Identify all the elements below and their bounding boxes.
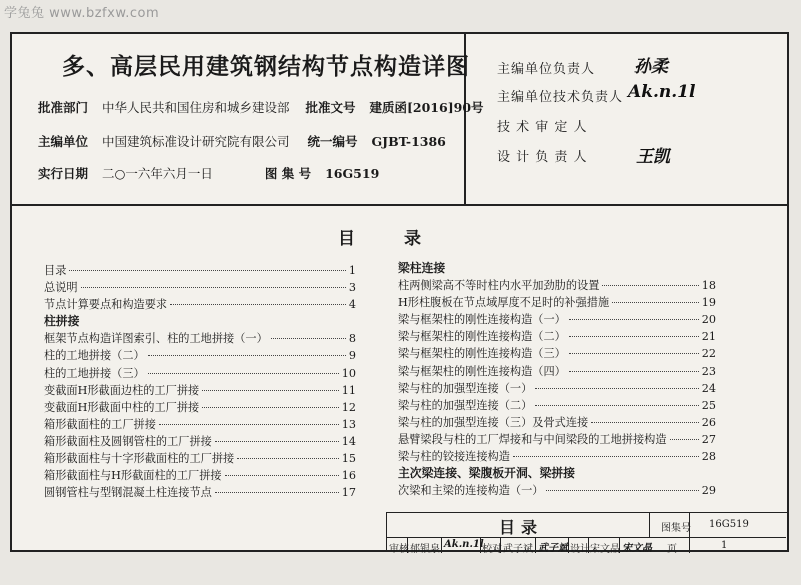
toc-entry-title: 圆钢管柱与型钢混凝土柱连接节点 [44, 486, 212, 500]
toc-entry[interactable] [44, 279, 356, 296]
toc-entry[interactable] [398, 328, 716, 345]
toc-entry-title: 梁与柱的加强型连接（二） [398, 398, 533, 412]
toc-dot-leader [535, 388, 699, 389]
toc-dot-leader [513, 456, 699, 457]
toc-dot-leader [271, 338, 346, 339]
toc-dot-leader [81, 287, 346, 288]
approval-doc: 建质函[2016]90号 [369, 100, 484, 115]
editor-row [38, 132, 446, 150]
toc-entry-page: 22 [701, 347, 716, 361]
title-block [386, 512, 787, 555]
unified-no-label: 统一编号 [307, 134, 358, 149]
toc-entry-page: 8 [348, 332, 356, 346]
approval-dept-label: 批准部门 [38, 100, 89, 115]
title-block-review-label: 审核 [389, 544, 409, 555]
toc-entry[interactable] [398, 431, 716, 448]
toc-entry-title: 悬臂梁段与柱的工厂焊接和与中间梁段的工地拼接构造 [398, 432, 667, 446]
toc-dot-leader [602, 285, 699, 286]
role-tech-head: 主编单位技术负责人 [497, 90, 624, 105]
approval-row [38, 98, 484, 116]
toc-entry[interactable] [44, 296, 356, 313]
toc-entry[interactable] [398, 482, 716, 499]
toc-entry-title: 变截面H形截面中柱的工厂拼接 [44, 400, 200, 414]
toc-dot-leader [546, 490, 699, 491]
toc-entry[interactable] [398, 414, 716, 431]
toc-entry-title: 梁与柱的加强型连接（一） [398, 381, 533, 395]
title-block-reviewer: 郁银泉 [410, 544, 440, 555]
toc-entry-title: 箱形截面柱及圆钢管柱的工厂拼接 [44, 434, 212, 448]
toc-entry-page: 19 [701, 296, 716, 310]
toc-entry[interactable] [44, 484, 356, 501]
date-row [38, 164, 379, 182]
toc-entry[interactable] [44, 416, 356, 433]
toc-entry-page: 23 [701, 364, 716, 378]
toc-entry-title: 梁与柱的加强型连接（三）及骨式连接 [398, 415, 589, 429]
approval-doc-label: 批准文号 [305, 100, 356, 115]
toc-dot-leader [612, 302, 699, 303]
toc-dot-leader [215, 492, 339, 493]
toc-entry-page: 15 [341, 452, 356, 466]
toc-entry[interactable] [398, 345, 716, 362]
unified-no: GJBT-1386 [371, 134, 446, 149]
toc-dot-leader [69, 270, 346, 271]
toc-dot-leader [148, 373, 339, 374]
toc-dot-leader [148, 355, 346, 356]
toc-entry-page: 27 [701, 432, 716, 446]
toc-entry-page: 18 [701, 279, 716, 293]
role-design-head: 设 计 负 责 人 [497, 150, 588, 165]
atlas-no: 16G519 [325, 166, 380, 181]
toc-entry-page: 24 [701, 381, 716, 395]
impl-date-label: 实行日期 [38, 166, 89, 181]
toc-entry-page: 14 [341, 434, 356, 448]
toc-heading-left: 目 [338, 229, 355, 249]
toc-entry[interactable] [44, 450, 356, 467]
toc-entry-title: 节点计算要点和构造要求 [44, 298, 168, 312]
toc-entry-page: 12 [341, 400, 356, 414]
toc-entry-page: 28 [701, 450, 716, 464]
toc-entry-page: 26 [701, 415, 716, 429]
toc-entry-title: 总说明 [44, 281, 78, 295]
header-horizontal-divider [12, 204, 787, 206]
toc-entry-page: 17 [341, 486, 356, 500]
toc-entry-page: 25 [701, 398, 716, 412]
toc-entry[interactable] [398, 311, 716, 328]
title-block-designer: 宋文晶 [590, 544, 620, 555]
toc-entry-page: 10 [341, 366, 356, 380]
toc-entry-page: 4 [348, 298, 356, 312]
toc-entry[interactable] [44, 433, 356, 450]
toc-entry-page: 21 [701, 330, 716, 344]
title-block-page-label: 页 [667, 544, 677, 555]
toc-entry-title: 柱的工地拼接（二） [44, 349, 145, 363]
toc-entry[interactable] [398, 363, 716, 380]
toc-dot-leader [569, 319, 699, 320]
title-block-design-signature: 宋文晶 [622, 543, 652, 554]
title-block-check-signature: 武子斌 [538, 543, 568, 554]
toc-dot-leader [670, 439, 699, 440]
toc-dot-leader [237, 458, 339, 459]
title-block-check-label: 校对 [482, 544, 502, 555]
toc-entry-page: 16 [341, 469, 356, 483]
toc-heading-right: 录 [404, 229, 421, 249]
toc-entry[interactable] [44, 330, 356, 347]
toc-dot-leader [569, 371, 699, 372]
toc-entry[interactable] [398, 397, 716, 414]
toc-entry-page: 1 [348, 264, 356, 277]
toc-entry[interactable] [398, 448, 716, 465]
toc-entry-page: 20 [701, 313, 716, 327]
title-block-design-label: 设计 [570, 544, 590, 555]
toc-entry-title: 目录 [44, 264, 67, 277]
toc-dot-leader [591, 422, 699, 423]
toc-entry-title: 梁与框架柱的刚性连接构造（四） [398, 364, 566, 378]
site-watermark: 学兔兔 www.bzfxw.com [4, 6, 160, 21]
signature-design-head: 王凯 [636, 147, 670, 167]
impl-date: 二○一六年六月一日 [102, 166, 213, 181]
toc-entry[interactable] [44, 365, 356, 382]
toc-section-heading: 梁柱连接 [398, 261, 446, 275]
toc-right-column [398, 260, 716, 499]
title-block-checker: 武子斌 [503, 544, 533, 555]
role-chief-unit: 主编单位负责人 [497, 62, 596, 77]
toc-section-heading: 柱拼接 [44, 314, 80, 329]
toc-dot-leader [215, 441, 339, 442]
editor-unit-label: 主编单位 [38, 134, 89, 149]
toc-entry-page: 29 [701, 484, 716, 498]
toc-entry-page: 13 [341, 417, 356, 431]
toc-entry[interactable] [44, 262, 356, 279]
title-block-atlas-no: 16G519 [709, 519, 749, 530]
signature-tech-head: Ak.n.1l [628, 82, 696, 102]
toc-entry-page: 3 [348, 281, 356, 295]
toc-dot-leader [202, 407, 339, 408]
toc-entry-title: 梁与框架柱的刚性连接构造（二） [398, 330, 566, 344]
toc-entry-title: 次梁和主梁的连接构造（一） [398, 484, 544, 498]
toc-entry-title: 梁与柱的铰接连接构造 [398, 450, 510, 464]
toc-entry[interactable] [398, 380, 716, 397]
toc-entry[interactable] [44, 467, 356, 484]
toc-entry-page: 9 [348, 349, 356, 363]
toc-dot-leader [159, 424, 339, 425]
toc-entry[interactable] [44, 347, 356, 364]
title-block-name: 目录 [499, 518, 544, 537]
toc-dot-leader [569, 353, 699, 354]
toc-entry-title: 箱形截面柱与H形截面柱的工厂拼接 [44, 469, 222, 483]
toc-entry-title: 箱形截面柱的工厂拼接 [44, 417, 156, 431]
toc-dot-leader [535, 405, 699, 406]
toc-entry[interactable] [44, 382, 356, 399]
approval-dept: 中华人民共和国住房和城乡建设部 [102, 100, 290, 115]
atlas-no-label: 图 集 号 [264, 166, 312, 181]
toc-entry-title: 框架节点构造详图索引、柱的工地拼接（一） [44, 332, 268, 346]
toc-entry-title: 箱形截面柱与十字形截面柱的工厂拼接 [44, 452, 235, 466]
toc-entry[interactable] [398, 294, 716, 311]
title-block-atlas-label: 图集号 [661, 523, 691, 534]
editor-unit: 中国建筑标准设计研究院有限公司 [102, 134, 290, 149]
signature-chief-unit: 孙柔 [634, 57, 668, 77]
toc-dot-leader [202, 390, 339, 391]
title-block-page-no: 1 [721, 540, 728, 551]
toc-entry[interactable] [398, 277, 716, 294]
toc-entry-title: 柱的工地拼接（三） [44, 366, 145, 380]
document-title: 多、高层民用建筑钢结构节点构造详图 [62, 53, 470, 80]
toc-entry-title: 梁与框架柱的刚性连接构造（三） [398, 347, 566, 361]
toc-entry[interactable] [44, 399, 356, 416]
drawing-sheet [10, 32, 789, 555]
title-block-review-signature: Ak.n.1l [444, 539, 484, 550]
toc-section-heading: 主次梁连接、梁腹板开洞、梁拼接 [398, 466, 575, 481]
toc-left-column [44, 262, 356, 501]
toc-entry-title: 梁与框架柱的刚性连接构造（一） [398, 313, 566, 327]
toc-dot-leader [170, 304, 346, 305]
toc-dot-leader [225, 475, 339, 476]
toc-entry-title: 变截面H形截面边柱的工厂拼接 [44, 383, 200, 397]
role-tech-reviewer: 技 术 审 定 人 [497, 120, 588, 135]
toc-entry-page: 11 [341, 383, 356, 397]
toc-entry-title: 柱两侧梁高不等时柱内水平加劲肋的设置 [398, 279, 600, 293]
toc-entry-title: H形柱腹板在节点域厚度不足时的补强措施 [398, 296, 610, 310]
toc-dot-leader [569, 336, 699, 337]
